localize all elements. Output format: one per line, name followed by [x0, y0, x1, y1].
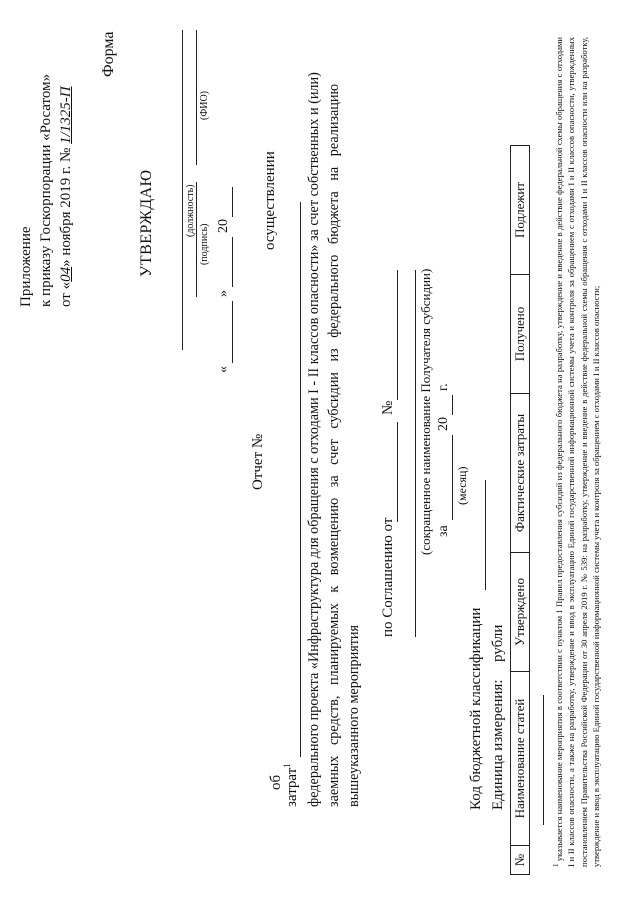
costs-table [510, 145, 530, 875]
approval-date-open: « [216, 366, 231, 373]
approval-year-prefix: 20 [216, 219, 231, 233]
col-item-name: Наименование статей [511, 672, 530, 846]
appendix-label: Приложение [18, 226, 34, 307]
date-prefix: от « [58, 281, 74, 307]
approval-date-close: » [216, 290, 231, 297]
budget-code-label: Код бюджетной классификации [468, 607, 484, 810]
period-year-prefix: 20 [436, 417, 451, 431]
period-suffix: г. [436, 383, 451, 391]
footnote-text: указывается наименование мероприятия в соответствии с пунктом 1 Правил предоставления субсидий из федерального бюджета на разработку, утверждение и введение в действие федеральной схемы обращения с отходами I и II классов опасности, а также на разработку, утверждение и ввод в эксплуатацию Единой государственной информационной системы учета и контроля за обращением с отходами I и II классов опасности, утвержденных постановлением Правительства Российской Федерации от 30 апреля 2019 г. № 539: на разработку, утверждение и введение в действие федеральной схемы обращения с отходами I и II классов опасности или на разработку, утверждение и ввод в эксплуатацию Единой государственной информационной системы учета и контроля за обращением с отходами I и II классов опасности; [553, 36, 602, 867]
col-number: № [511, 846, 530, 875]
costs-footnote-mark: 1 [282, 763, 292, 768]
footnote-separator [543, 695, 544, 825]
period-year-line [452, 395, 453, 415]
col-actual-costs: Фактические затраты [511, 394, 530, 553]
period-prefix: за [436, 525, 451, 537]
recipient-line [415, 270, 416, 637]
report-title: Отчет № [250, 433, 266, 490]
footnote-mark: 1 [552, 863, 560, 867]
costs-text: затрат [284, 767, 300, 807]
agreement-number-line [397, 270, 398, 400]
approval-day-line [232, 301, 233, 363]
table-header-row [511, 146, 530, 875]
name-caption: (ФИО) [199, 90, 210, 120]
position-line [182, 30, 183, 350]
date-day: 04 [58, 266, 74, 282]
body-line-2: заемных средств, планируемых к возмещению за счет субсидии из федерального бюджета на реализацию [326, 83, 342, 807]
position-caption: (должность) [185, 184, 196, 237]
form-label: Форма [100, 31, 117, 77]
period-month-line [452, 435, 453, 520]
order-date [58, 86, 75, 307]
event-name-line [300, 202, 301, 757]
col-approved: Утверждено [511, 553, 530, 672]
about-word: об [268, 774, 284, 790]
recipient-caption: (сокращенное наименование Получателя субсидии) [418, 268, 433, 555]
order-number: 1/1325-П [58, 86, 74, 144]
costs-word [282, 763, 301, 807]
approval-month-line [232, 237, 233, 287]
budget-code-line [485, 480, 486, 590]
order-reference: к приказу Госкорпорации «Росатом» [38, 73, 54, 307]
col-due: Подлежит [511, 146, 530, 275]
month-caption: (месяц) [455, 466, 469, 505]
agreement-date-line [397, 422, 398, 522]
body-line-3: вышеуказанного мероприятия [346, 624, 362, 807]
implementation-word: осуществлении [262, 151, 278, 250]
name-line [196, 30, 197, 165]
signature-caption: (подпись) [199, 223, 210, 265]
agreement-number-label: № [380, 400, 396, 415]
agreement-prefix: по Соглашению от [380, 517, 396, 637]
date-mid: » ноября 2019 г. № [58, 147, 74, 267]
body-line-1: федерального проекта «Инфраструктура для обращения с отходами I - II классов опасности» за счет собственных и (или) [306, 72, 322, 807]
signature-line [196, 182, 197, 297]
approval-year-line [232, 187, 233, 217]
unit-value: рубли [490, 624, 506, 662]
footnote [550, 37, 602, 867]
approval-title: УТВЕРЖДАЮ [138, 169, 155, 277]
unit-label: Единица измерения: [490, 679, 506, 810]
col-received: Получено [511, 275, 530, 394]
